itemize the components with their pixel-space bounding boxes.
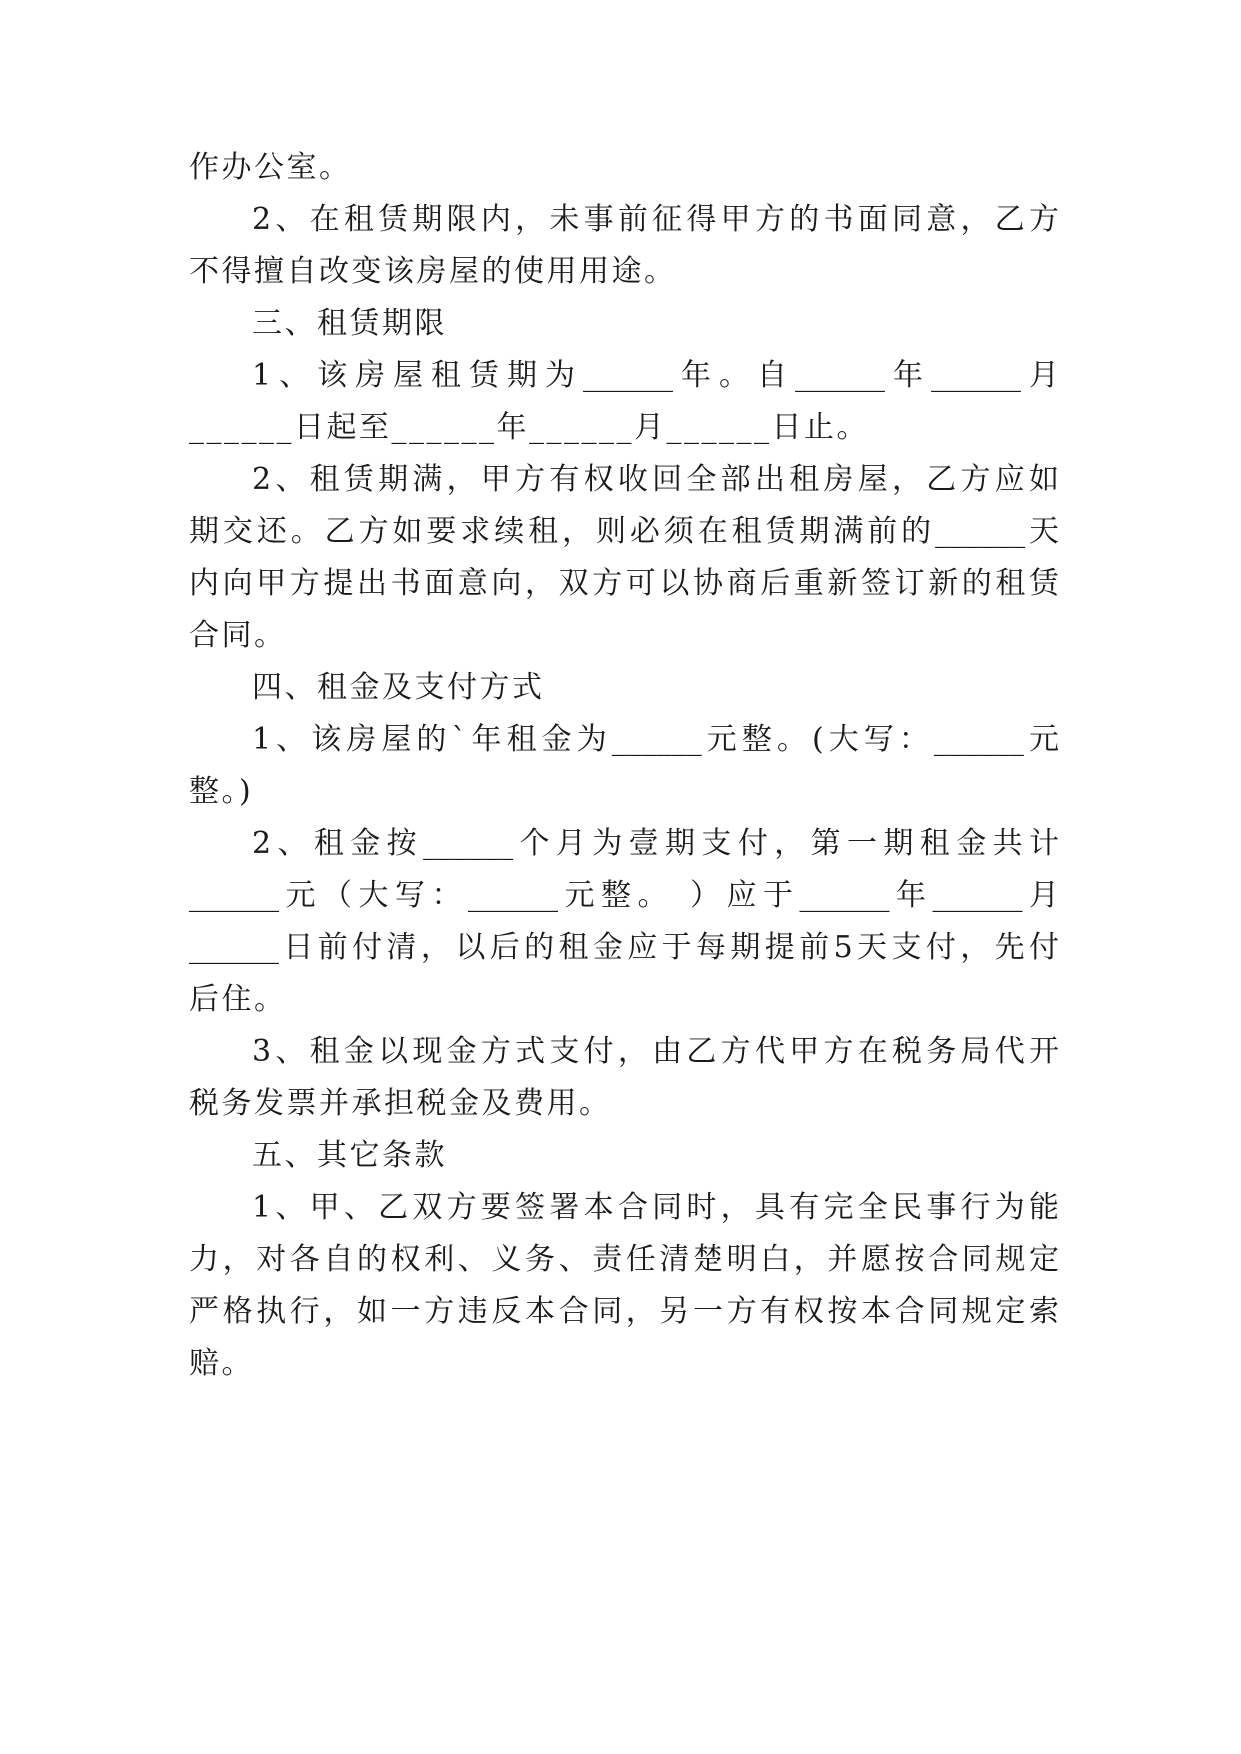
text-line: 赔。 [189,1346,254,1381]
text-line: 合同。 [189,618,287,653]
text-line: 税务发票并承担税金及费用。 [189,1086,612,1121]
text-line: 严格执行，如一方违反本合同，另一方有权按本合同规定索 [189,1294,1059,1329]
text-line: 力，对各自的权利、义务、责任清楚明白，并愿按合同规定 [189,1242,1059,1277]
text-line: 3、租金以现金方式支付，由乙方代甲方在税务局代开 [252,1034,1059,1069]
text-line: 1、甲、乙双方要签署本合同时，具有完全民事行为能 [252,1190,1059,1225]
text-line: ______日起至______年______月______日止。 [189,410,869,445]
text-line: 后住。 [189,982,287,1017]
text-line: 1、该房屋租赁期为______年。自______年______月 [252,358,1059,393]
text-line: 期交还。乙方如要求续租，则必须在租赁期满前的______天 [189,514,1059,549]
text-line: ______日前付清，以后的租金应于每期提前5天支付，先付 [189,930,1059,965]
section-heading: 五、其它条款 [252,1138,447,1173]
section-heading: 三、租赁期限 [252,306,447,341]
section-heading: 四、租金及支付方式 [252,670,545,705]
text-line: ______元（大写：______元整。 ）应于______年______月 [189,878,1059,913]
text-line: 1、该房屋的`年租金为______元整。(大写：______元 [252,722,1059,757]
text-line: 内向甲方提出书面意向，双方可以协商后重新签订新的租赁 [189,566,1059,601]
text-line: 作办公室。 [189,150,352,185]
text-line: 不得擅自改变该房屋的使用用途。 [189,254,677,289]
text-line: 2、在租赁期限内，未事前征得甲方的书面同意，乙方 [252,202,1059,237]
text-line: 整。) [189,774,254,809]
text-line: 2、租金按______个月为壹期支付，第一期租金共计 [252,826,1059,861]
text-line: 2、租赁期满，甲方有权收回全部出租房屋，乙方应如 [252,462,1059,497]
